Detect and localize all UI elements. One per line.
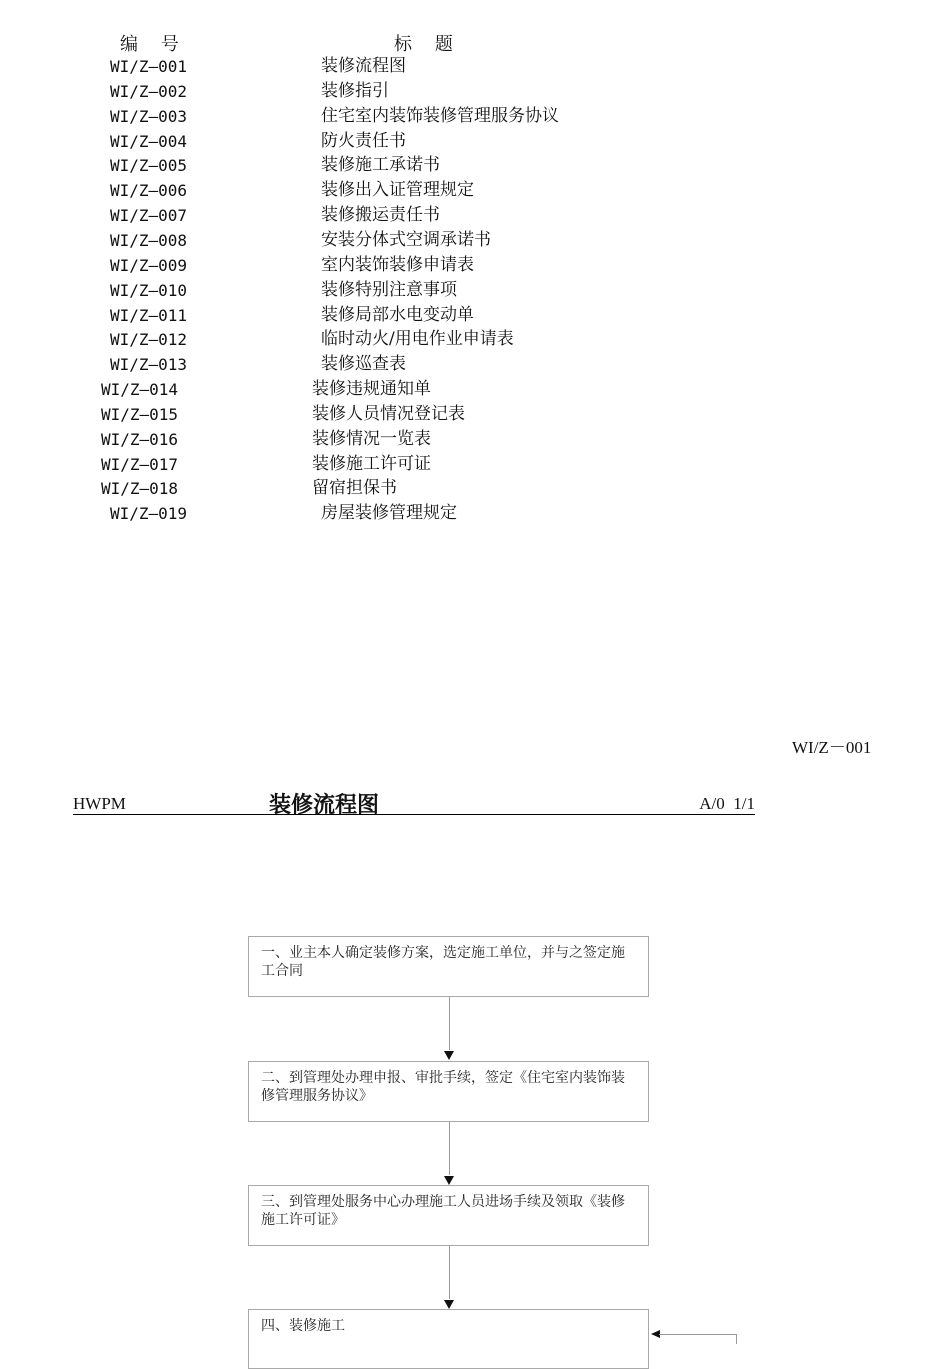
index-row bbox=[0, 452, 950, 477]
index-row bbox=[0, 427, 950, 452]
index-row bbox=[0, 178, 950, 203]
flow-connector bbox=[449, 1246, 450, 1299]
index-row bbox=[0, 377, 950, 402]
document-code: WI/Z－001 bbox=[792, 738, 872, 757]
index-row-title: 室内装饰装修申请表 bbox=[321, 254, 474, 275]
flow-step-3: 三、到管理处服务中心办理施工人员进场手续及领取《装修施工许可证》 bbox=[248, 1185, 649, 1246]
index-header-title: 标 题 bbox=[394, 34, 453, 55]
index-row-title: 装修人员情况登记表 bbox=[312, 403, 465, 424]
index-row-title: 留宿担保书 bbox=[312, 478, 397, 499]
index-row-title: 装修出入证管理规定 bbox=[321, 180, 474, 201]
index-row bbox=[0, 153, 950, 178]
index-row-code: WI/Z—009 bbox=[110, 255, 188, 275]
index-row-title: 装修搬运责任书 bbox=[321, 205, 440, 226]
arrow-down-icon bbox=[444, 1051, 454, 1060]
index-row bbox=[0, 104, 950, 129]
version-page: A/0 1/1 bbox=[699, 794, 755, 813]
index-row-code: WI/Z—003 bbox=[110, 106, 188, 126]
index-row-title: 装修违规通知单 bbox=[312, 379, 431, 400]
index-row bbox=[0, 54, 950, 79]
index-row-code: WI/Z—019 bbox=[110, 504, 188, 524]
index-row-code: WI/Z—012 bbox=[110, 330, 188, 350]
organization-code: HWPM bbox=[73, 794, 126, 813]
flow-step-2: 二、到管理处办理申报、审批手续，签定《住宅室内装饰装修管理服务协议》 bbox=[248, 1061, 649, 1122]
index-row-code: WI/Z—014 bbox=[101, 380, 179, 400]
index-row-code: WI/Z—002 bbox=[110, 81, 188, 101]
index-row-title: 装修指引 bbox=[321, 80, 389, 101]
index-row-code: WI/Z—016 bbox=[101, 429, 179, 449]
index-header-number: 编 号 bbox=[120, 34, 179, 55]
flow-step-1: 一、业主本人确定装修方案，选定施工单位，并与之签定施工合同 bbox=[248, 936, 649, 997]
loop-connector bbox=[736, 1334, 737, 1344]
arrow-down-icon bbox=[444, 1300, 454, 1309]
index-row bbox=[0, 501, 950, 526]
index-row bbox=[0, 228, 950, 253]
index-row-code: WI/Z—015 bbox=[101, 404, 179, 424]
index-row bbox=[0, 79, 950, 104]
arrow-down-icon bbox=[444, 1176, 454, 1185]
index-row-code: WI/Z—013 bbox=[110, 355, 188, 375]
document-header bbox=[73, 788, 755, 818]
index-row-code: WI/Z—001 bbox=[110, 57, 188, 76]
index-row-code: WI/Z—005 bbox=[110, 156, 188, 176]
index-row-title: 装修特别注意事项 bbox=[321, 279, 457, 300]
index-row bbox=[0, 303, 950, 328]
index-row bbox=[0, 352, 950, 377]
index-row-code: WI/Z—017 bbox=[101, 454, 179, 474]
index-row-title: 房屋装修管理规定 bbox=[321, 503, 457, 524]
loop-connector bbox=[659, 1334, 736, 1335]
index-row-title: 装修流程图 bbox=[321, 56, 406, 76]
index-row bbox=[0, 203, 950, 228]
flow-connector bbox=[449, 997, 450, 1050]
index-row-title: 装修巡查表 bbox=[321, 354, 406, 375]
index-row bbox=[0, 476, 950, 501]
index-row-code: WI/Z—006 bbox=[110, 181, 188, 201]
index-row-code: WI/Z—018 bbox=[101, 479, 179, 499]
index-row-title: 防火责任书 bbox=[321, 130, 406, 151]
index-row bbox=[0, 278, 950, 303]
flow-step-4: 四、装修施工 bbox=[248, 1309, 649, 1369]
index-row-code: WI/Z—004 bbox=[110, 131, 188, 151]
index-row-code: WI/Z—007 bbox=[110, 206, 188, 226]
document-title: 装修流程图 bbox=[269, 793, 380, 818]
index-row-code: WI/Z—008 bbox=[110, 230, 188, 250]
index-row bbox=[0, 327, 950, 352]
index-row-title: 安装分体式空调承诺书 bbox=[321, 229, 491, 250]
index-row-title: 临时动火/用电作业申请表 bbox=[321, 329, 514, 350]
index-row bbox=[0, 129, 950, 154]
index-row-title: 装修施工承诺书 bbox=[321, 155, 440, 176]
index-row bbox=[0, 402, 950, 427]
index-row-title: 装修情况一览表 bbox=[312, 428, 431, 449]
index-row-title: 装修局部水电变动单 bbox=[321, 304, 474, 325]
index-row-title: 住宅室内装饰装修管理服务协议 bbox=[321, 105, 559, 126]
index-row-code: WI/Z—011 bbox=[110, 305, 188, 325]
index-row bbox=[0, 253, 950, 278]
index-row-code: WI/Z—010 bbox=[110, 280, 188, 300]
index-row-title: 装修施工许可证 bbox=[312, 453, 431, 474]
flow-connector bbox=[449, 1122, 450, 1175]
